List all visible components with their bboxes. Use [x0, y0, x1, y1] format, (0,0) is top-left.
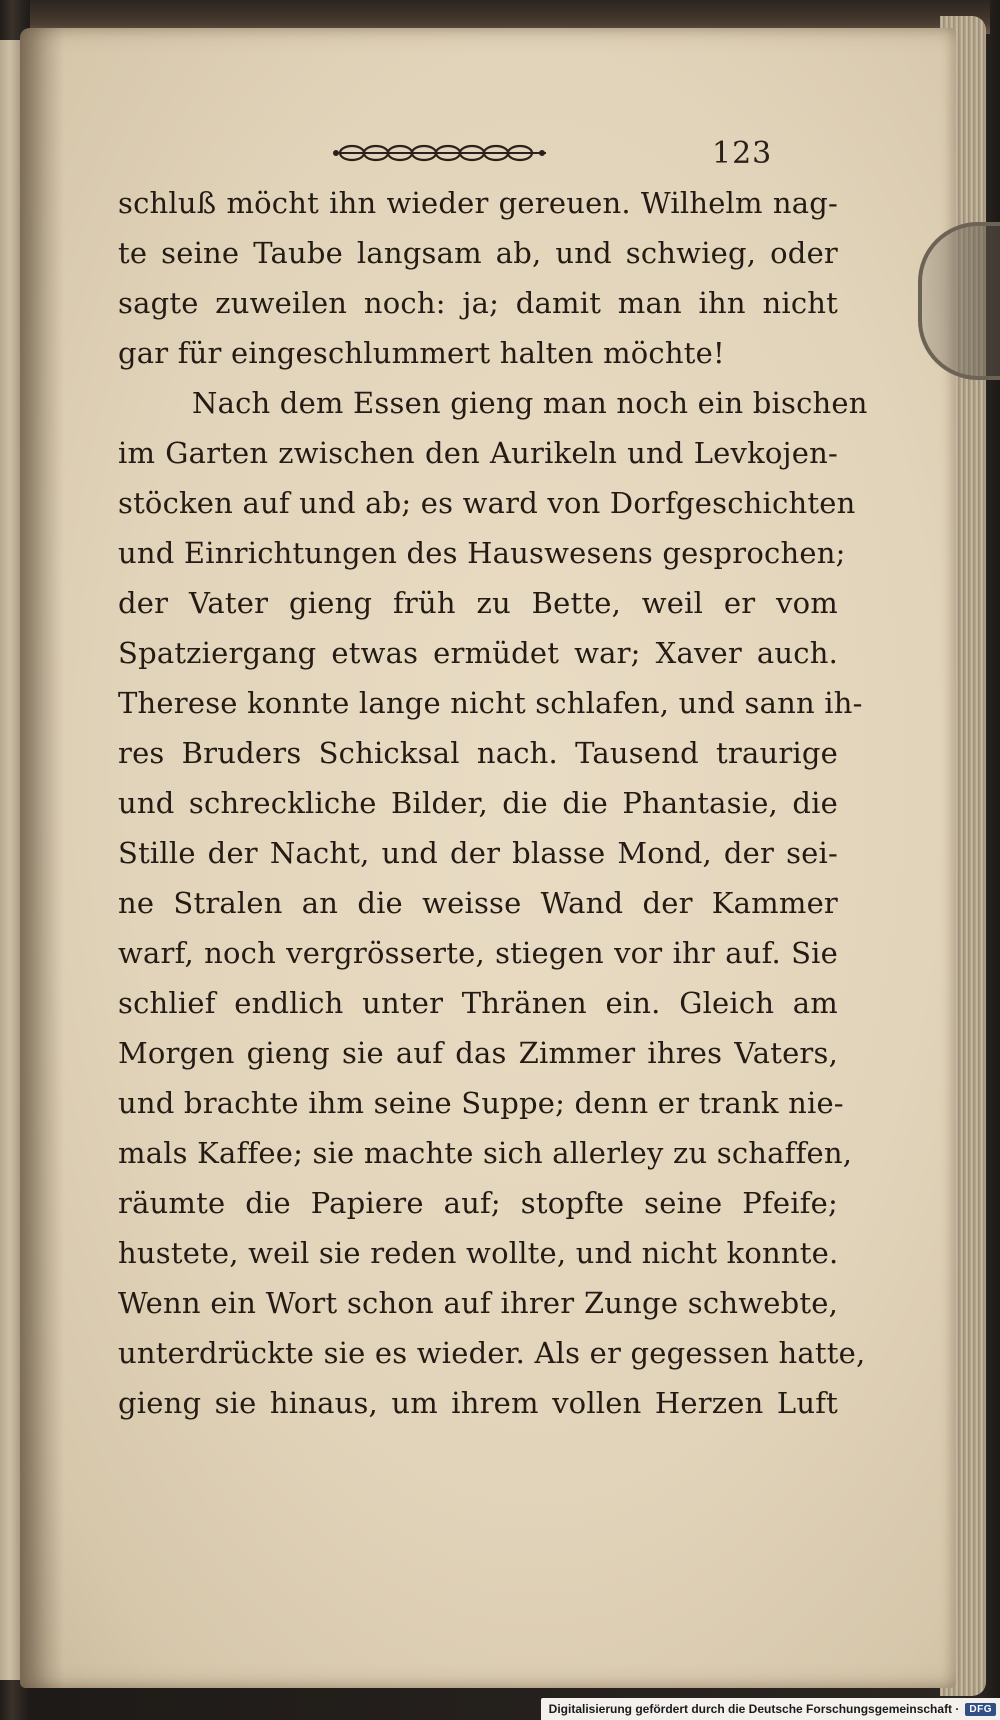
text-line: schluß möcht ihn wieder gereuen. Wilhelm nag-	[118, 186, 838, 220]
gutter-shadow	[20, 28, 64, 1688]
page-clip	[918, 222, 1000, 380]
text-line: im Garten zwischen den Aurikeln und Levkojen-	[118, 436, 838, 470]
running-head	[330, 136, 850, 176]
text-line: Therese konnte lange nicht schlafen, und sann ih-	[118, 686, 863, 720]
text-line: ne Stralen an die weisse Wand der Kammer	[118, 886, 838, 920]
text-line: mals Kaffee; sie machte sich allerley zu schaffen,	[118, 1136, 853, 1170]
text-line: Wenn ein Wort schon auf ihrer Zunge schwebte,	[118, 1286, 838, 1320]
text-line: hustete, weil sie reden wollte, und nicht konnte.	[118, 1236, 839, 1270]
text-line: stöcken auf und ab; es ward von Dorfgeschichten	[118, 486, 856, 520]
text-line: te seine Taube langsam ab, und schwieg, oder	[118, 236, 838, 270]
ornament-rule-icon	[330, 140, 550, 166]
text-line: Spatziergang etwas ermüdet war; Xaver auch.	[118, 636, 838, 670]
text-line: und schreckliche Bilder, die die Phantasie, die	[118, 786, 838, 820]
text-line: und brachte ihm seine Suppe; denn er trank nie-	[118, 1086, 844, 1120]
text-line: räumte die Papiere auf; stopfte seine Pfeife;	[118, 1186, 838, 1220]
text-line: unterdrückte sie es wieder. Als er gegessen hatte,	[118, 1336, 866, 1370]
text-line: warf, noch vergrösserte, stiegen vor ihr auf. Sie	[118, 936, 838, 970]
text-line: und Einrichtungen des Hauswesens gesprochen;	[118, 536, 846, 570]
text-line: gar für eingeschlummert halten möchte!	[118, 336, 725, 370]
text-line: res Bruders Schicksal nach. Tausend traurige	[118, 736, 838, 770]
footer-credit: Digitalisierung gefördert durch die Deutsche Forschungsgemeinschaft ·	[548, 1702, 960, 1716]
dfg-logo: DFG	[965, 1703, 996, 1716]
digitization-footer	[541, 1698, 1000, 1720]
body-text	[118, 178, 868, 1428]
text-line: schlief endlich unter Thränen ein. Gleich am	[118, 986, 838, 1020]
text-line: der Vater gieng früh zu Bette, weil er vom	[118, 586, 838, 620]
text-line: Stille der Nacht, und der blasse Mond, der sei-	[118, 836, 838, 870]
text-line: sagte zuweilen noch: ja; damit man ihn nicht	[118, 286, 838, 320]
text-line: gieng sie hinaus, um ihrem vollen Herzen Luft	[118, 1386, 838, 1420]
text-line: Nach dem Essen gieng man noch ein bischen	[192, 386, 868, 420]
page-number: 123	[712, 136, 773, 171]
text-line: Morgen gieng sie auf das Zimmer ihres Vaters,	[118, 1036, 838, 1070]
